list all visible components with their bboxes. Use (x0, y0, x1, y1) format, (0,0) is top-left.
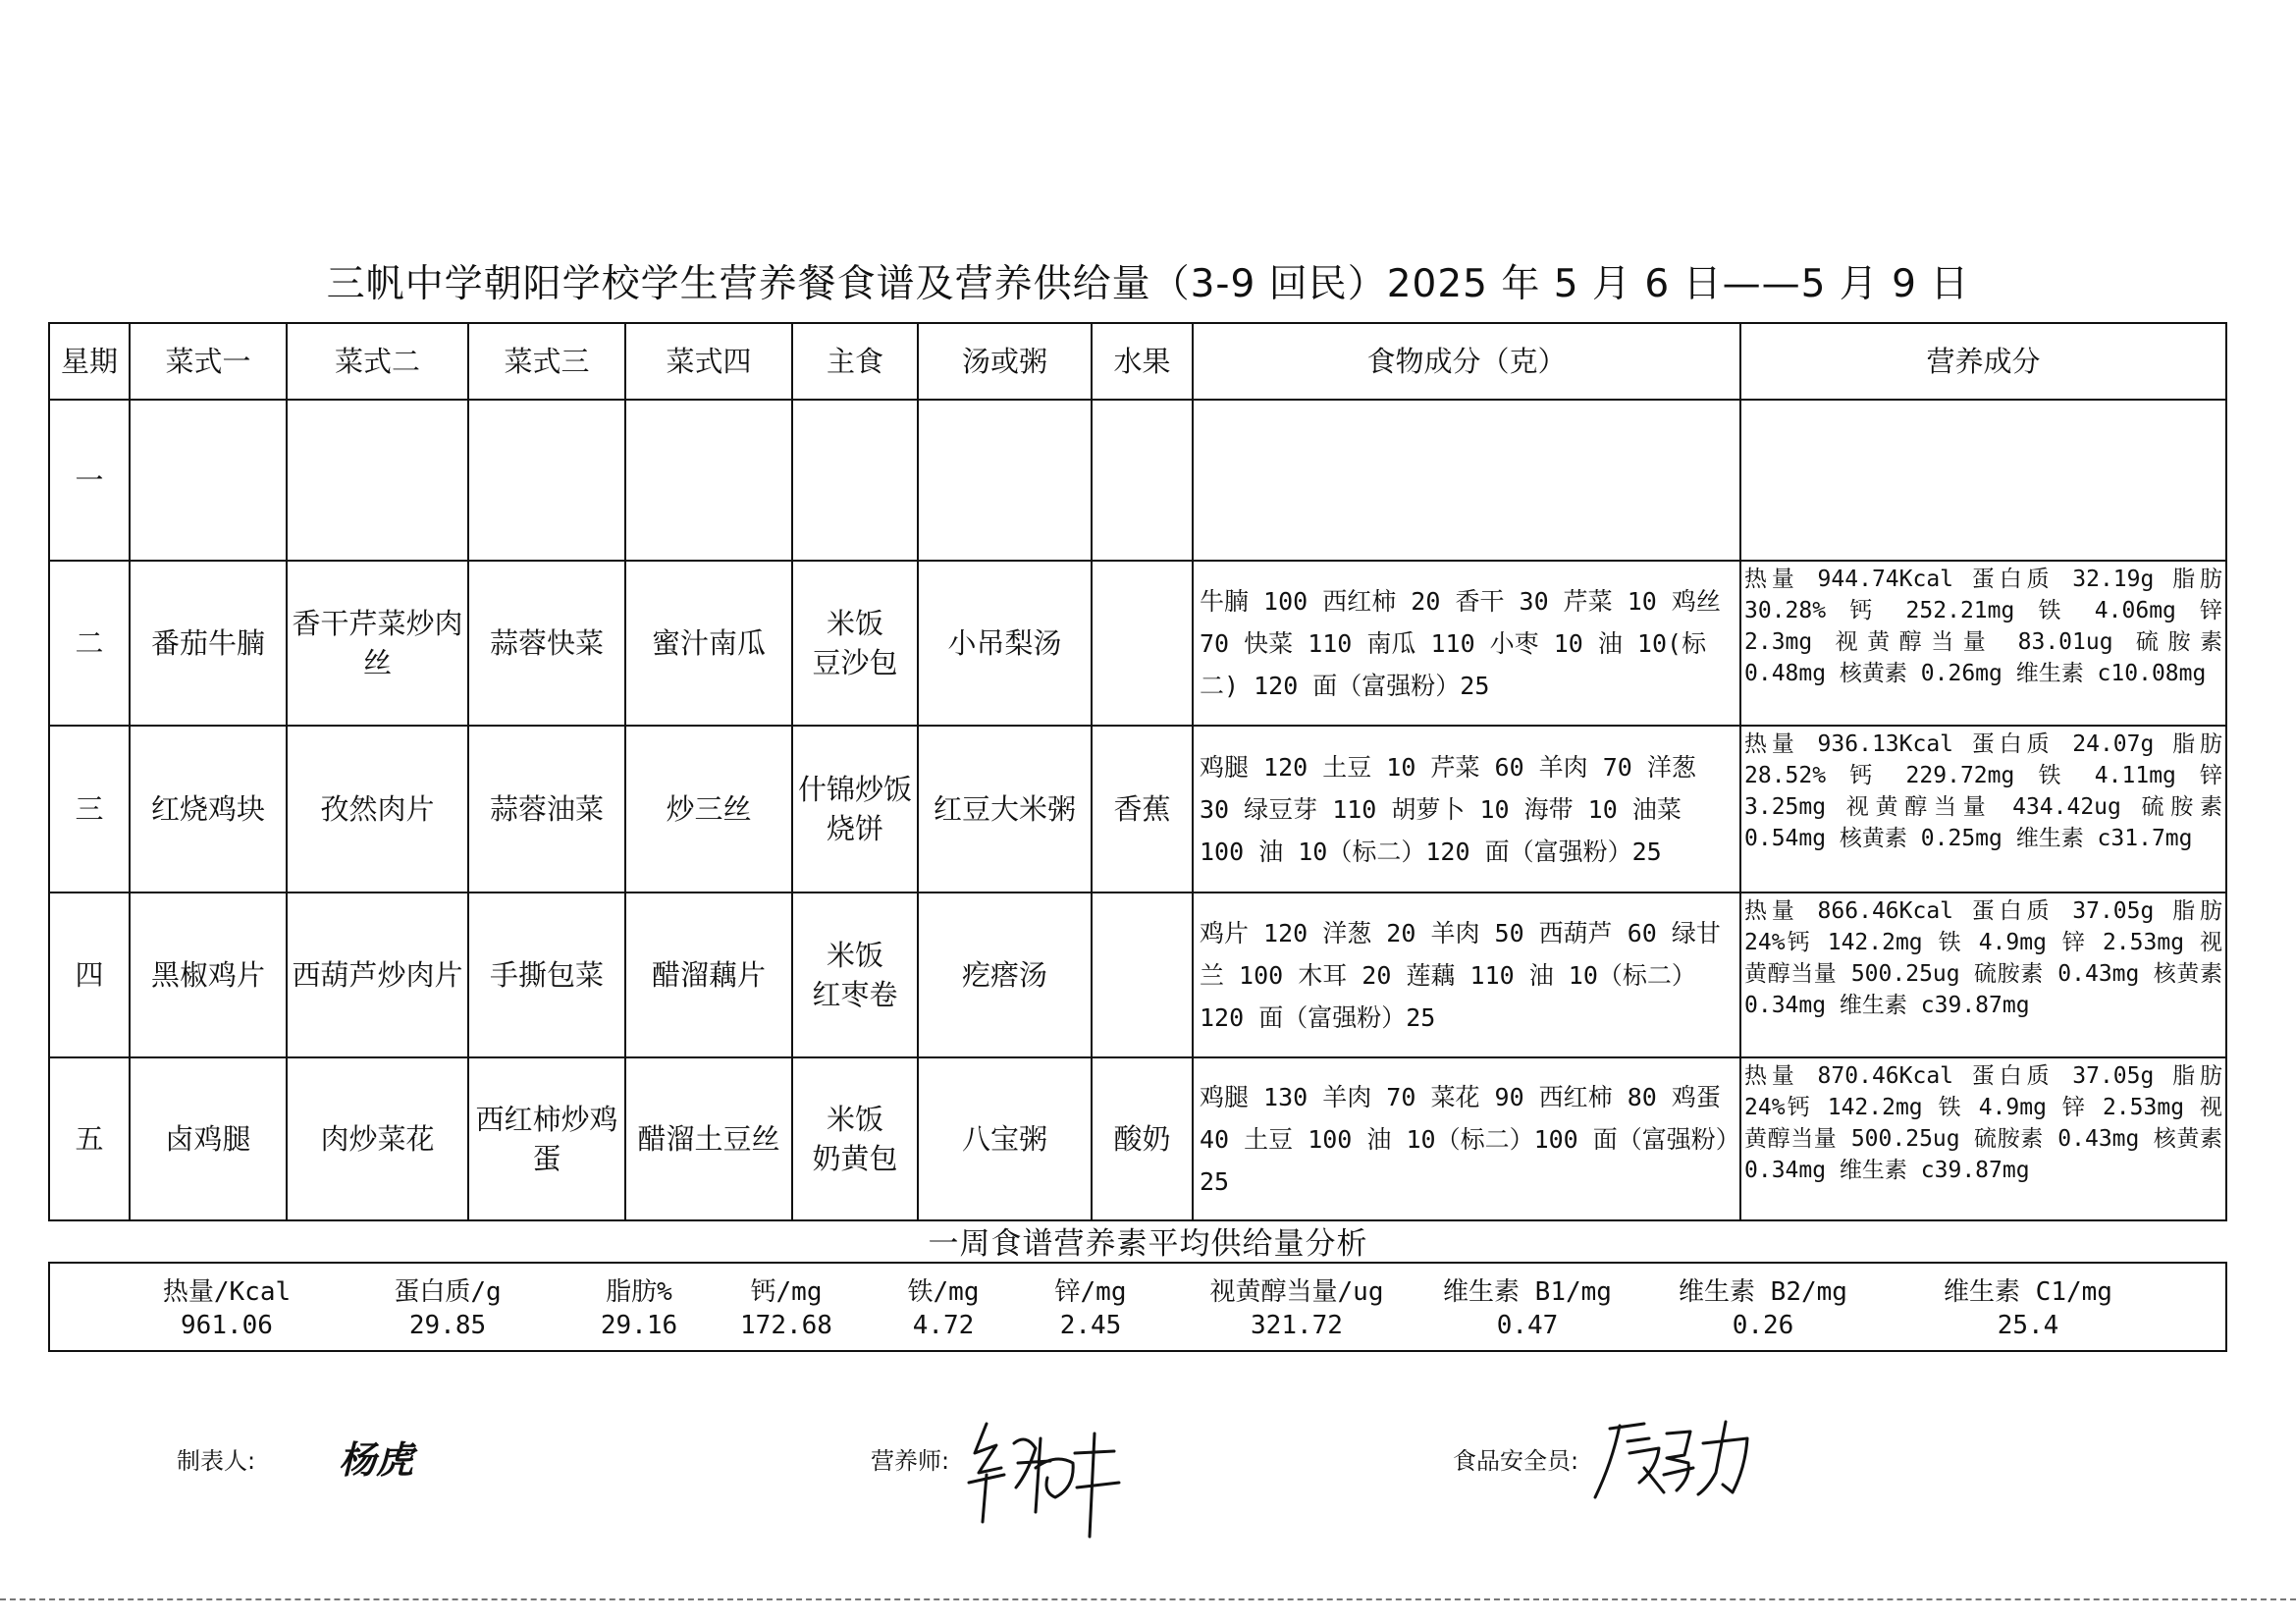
safety-officer-signature (1590, 1414, 1757, 1502)
safety-officer-label: 食品安全员: (1453, 1447, 1579, 1475)
summary-label: 脂肪% (606, 1277, 672, 1307)
summary-vitamin-b1 (1405, 1264, 1650, 1350)
table-row (49, 561, 2226, 726)
fruit-cell (1092, 893, 1193, 1057)
summary-label: 锌/mg (1054, 1277, 1127, 1307)
summary-value: 29.16 (600, 1311, 678, 1340)
dish1-cell: 卤鸡腿 (130, 1057, 287, 1220)
staple-cell: 米饭 红枣卷 (792, 893, 918, 1057)
header-soup: 汤或粥 (918, 323, 1092, 400)
fruit-cell (1092, 400, 1193, 561)
scan-edge-line (0, 1598, 2296, 1600)
table-row (49, 1057, 2226, 1220)
soup-cell: 八宝粥 (918, 1057, 1092, 1220)
ingredients-cell: 牛腩 100 西红柿 20 香干 30 芹菜 10 鸡丝 70 快菜 110 南瓜 110 小枣 10 油 10(标二) 120 面（富强粉）25 (1193, 561, 1740, 726)
dish2-cell: 西葫芦炒肉片 (287, 893, 468, 1057)
day-cell: 五 (49, 1057, 130, 1220)
nutrition-cell: 热量 870.46Kcal 蛋白质 37.05g 脂肪 24%钙 142.2mg 铁 4.9mg 锌 2.53mg 视黄醇当量 500.25ug 硫胺素 0.43mg 核黄素 0.34mg 维生素 c39.87mg (1740, 1057, 2226, 1220)
dish3-cell: 蒜蓉油菜 (468, 726, 625, 893)
day-cell: 四 (49, 893, 130, 1057)
nutrition-cell: 热量 866.46Kcal 蛋白质 37.05g 脂肪 24%钙 142.2mg 铁 4.9mg 锌 2.53mg 视黄醇当量 500.25ug 硫胺素 0.43mg 核黄素 0.34mg 维生素 c39.87mg (1740, 893, 2226, 1057)
soup-cell: 小吊梨汤 (918, 561, 1092, 726)
dish2-cell: 香干芹菜炒肉丝 (287, 561, 468, 726)
table-row (49, 893, 2226, 1057)
fruit-cell (1092, 561, 1193, 726)
summary-value: 25.4 (1997, 1311, 2059, 1340)
dish1-cell (130, 400, 287, 561)
dietitian-signature (957, 1414, 1124, 1542)
fruit-cell: 香蕉 (1092, 726, 1193, 893)
fruit-cell: 酸奶 (1092, 1057, 1193, 1220)
summary-value: 961.06 (181, 1311, 273, 1340)
header-dish4: 菜式四 (625, 323, 792, 400)
dish1-cell: 番茄牛腩 (130, 561, 287, 726)
page-title: 三帆中学朝阳学校学生营养餐食谱及营养供给量（3-9 回民）2025 年 5 月 6 日——5 月 9 日 (326, 262, 1970, 306)
menu-table (48, 322, 2227, 1221)
dish2-cell: 孜然肉片 (287, 726, 468, 893)
summary-label: 蛋白质/g (394, 1277, 502, 1307)
summary-table (48, 1262, 2227, 1352)
nutrition-cell: 热量 944.74Kcal 蛋白质 32.19g 脂肪 30.28% 钙 252.21mg 铁 4.06mg 锌 2.3mg 视黄醇当量 83.01ug 硫胺素 0.48mg 核黄素 0.26mg 维生素 c10.08mg (1740, 561, 2226, 726)
summary-protein (345, 1264, 551, 1350)
dish3-cell: 手撕包菜 (468, 893, 625, 1057)
day-cell: 一 (49, 400, 130, 561)
header-staple: 主食 (792, 323, 918, 400)
summary-label: 铁/mg (907, 1277, 980, 1307)
dish3-cell: 西红柿炒鸡蛋 (468, 1057, 625, 1220)
ingredients-cell: 鸡片 120 洋葱 20 羊肉 50 西葫芦 60 绿甘兰 100 木耳 20 莲藕 110 油 10（标二）120 面（富强粉）25 (1193, 893, 1740, 1057)
staple-cell (792, 400, 918, 561)
summary-label: 热量/Kcal (162, 1277, 292, 1307)
ingredients-cell (1193, 400, 1740, 561)
summary-label: 钙/mg (750, 1277, 823, 1307)
summary-energy (124, 1264, 330, 1350)
table-row (49, 400, 2226, 561)
dish2-cell: 肉炒菜花 (287, 1057, 468, 1220)
header-row (49, 323, 2226, 400)
day-cell: 三 (49, 726, 130, 893)
ingredients-cell: 鸡腿 130 羊肉 70 菜花 90 西红柿 80 鸡蛋 40 土豆 100 油 10（标二）100 面（富强粉）25 (1193, 1057, 1740, 1220)
summary-value: 0.47 (1496, 1311, 1559, 1340)
dish3-cell: 蒜蓉快菜 (468, 561, 625, 726)
summary-value: 0.26 (1732, 1311, 1794, 1340)
summary-label: 维生素 B2/mg (1679, 1277, 1847, 1307)
header-dish3: 菜式三 (468, 323, 625, 400)
soup-cell: 疙瘩汤 (918, 893, 1092, 1057)
header-day: 星期 (49, 323, 130, 400)
day-cell: 二 (49, 561, 130, 726)
summary-label: 维生素 C1/mg (1944, 1277, 2112, 1307)
dietitian-label: 营养师: (871, 1447, 950, 1475)
staple-cell: 米饭 豆沙包 (792, 561, 918, 726)
header-fruit: 水果 (1092, 323, 1193, 400)
soup-cell: 红豆大米粥 (918, 726, 1092, 893)
summary-vitamin-a (1169, 1264, 1424, 1350)
ingredients-cell: 鸡腿 120 土豆 10 芹菜 60 羊肉 70 洋葱 30 绿豆芽 110 胡萝卜 10 海带 10 油菜 100 油 10（标二）120 面（富强粉）25 (1193, 726, 1740, 893)
preparer-name: 杨虎 (339, 1437, 414, 1482)
summary-value: 172.68 (740, 1311, 832, 1340)
summary-zinc (1002, 1264, 1179, 1350)
dish1-cell: 红烧鸡块 (130, 726, 287, 893)
summary-value: 4.72 (912, 1311, 975, 1340)
header-nutrition: 营养成分 (1740, 323, 2226, 400)
dish3-cell (468, 400, 625, 561)
dish4-cell: 醋溜土豆丝 (625, 1057, 792, 1220)
dish4-cell: 蜜汁南瓜 (625, 561, 792, 726)
header-dish2: 菜式二 (287, 323, 468, 400)
summary-value: 2.45 (1059, 1311, 1122, 1340)
table-row (49, 726, 2226, 893)
preparer-label: 制表人: (177, 1447, 256, 1475)
dish1-cell: 黑椒鸡片 (130, 893, 287, 1057)
dish4-cell (625, 400, 792, 561)
summary-vitamin-b2 (1640, 1264, 1886, 1350)
staple-cell: 什锦炒饭 烧饼 (792, 726, 918, 893)
summary-label: 视黄醇当量/ug (1209, 1277, 1384, 1307)
dish4-cell: 醋溜藕片 (625, 893, 792, 1057)
nutrition-cell: 热量 936.13Kcal 蛋白质 24.07g 脂肪 28.52% 钙 229.72mg 铁 4.11mg 锌 3.25mg 视黄醇当量 434.42ug 硫胺素 0.54mg 核黄素 0.25mg 维生素 c31.7mg (1740, 726, 2226, 893)
summary-value: 29.85 (408, 1311, 487, 1340)
summary-vitamin-c (1896, 1264, 2161, 1350)
staple-cell: 米饭 奶黄包 (792, 1057, 918, 1220)
dish4-cell: 炒三丝 (625, 726, 792, 893)
dish2-cell (287, 400, 468, 561)
nutrition-cell (1740, 400, 2226, 561)
summary-title: 一周食谱营养素平均供给量分析 (928, 1226, 1368, 1262)
summary-label: 维生素 B1/mg (1443, 1277, 1612, 1307)
header-dish1: 菜式一 (130, 323, 287, 400)
soup-cell (918, 400, 1092, 561)
summary-value: 321.72 (1251, 1311, 1343, 1340)
header-ingredients: 食物成分（克） (1193, 323, 1740, 400)
